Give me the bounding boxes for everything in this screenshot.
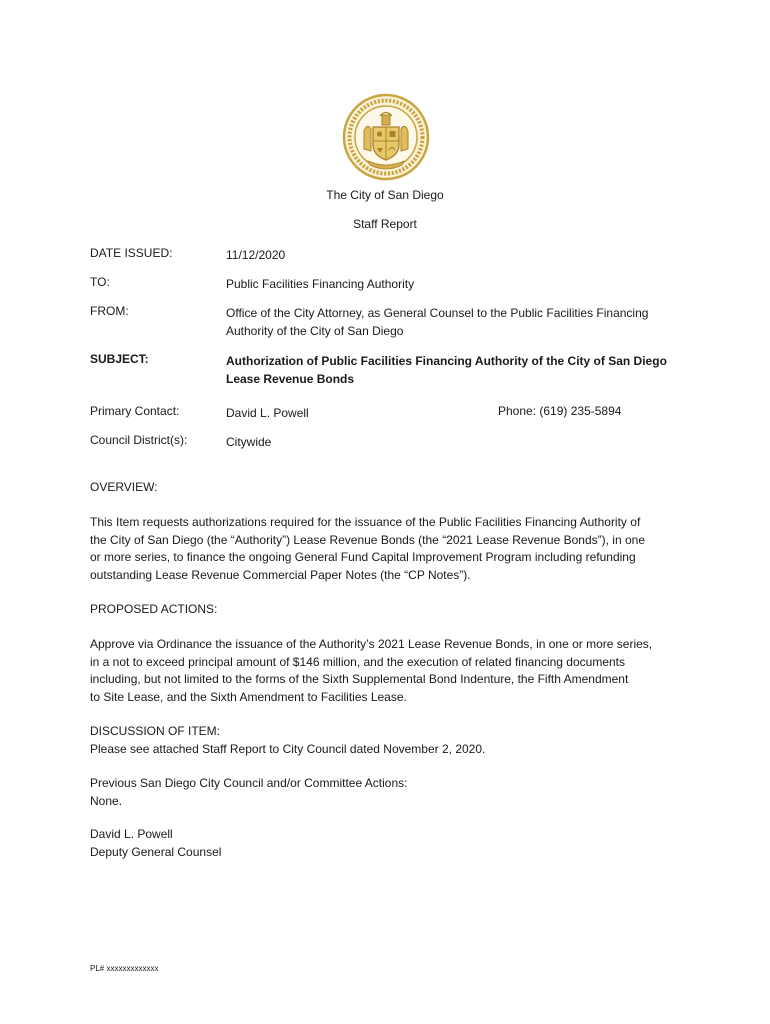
proposed-actions-heading: PROPOSED ACTIONS:	[90, 602, 218, 616]
subject-value	[226, 352, 696, 388]
signatory-name: David L. Powell	[90, 827, 173, 841]
previous-actions-heading: Previous San Diego City Council and/or Committee Actions:	[90, 776, 408, 790]
subject-line: Authorization of Public Facilities Financing Authority of the City of San Diego	[226, 354, 667, 368]
to-value: Public Facilities Financing Authority	[226, 277, 415, 291]
previous-actions-text: None.	[90, 793, 123, 808]
primary-contact-label: Primary Contact:	[90, 404, 180, 418]
overview-line: outstanding Lease Revenue Commercial Paper Notes (the “CP Notes”).	[90, 567, 471, 582]
council-district-value: Citywide	[226, 435, 272, 449]
from-line: Office of the City Attorney, as General Counsel to the Public Facilities Financing	[226, 306, 649, 320]
signature-block	[90, 826, 690, 861]
from-line: Authority of the City of San Diego	[226, 324, 404, 338]
primary-contact-value: David L. Powell	[226, 406, 309, 420]
document-type: Staff Report	[353, 217, 417, 231]
from-label: FROM:	[90, 304, 129, 318]
proposed-line: to Site Lease, and the Sixth Amendment to Facilities Lease.	[90, 689, 407, 704]
to-label: TO:	[90, 275, 110, 289]
discussion-text: Please see attached Staff Report to City Council dated November 2, 2020.	[90, 741, 486, 756]
phone-number: Phone: (619) 235-5894	[498, 404, 622, 418]
overview-body	[90, 514, 690, 584]
signatory-title: Deputy General Counsel	[90, 844, 222, 859]
proposed-line: including, but not limited to the forms of the Sixth Supplemental Bond Indenture, the Fifth Amendment	[90, 672, 629, 686]
subject-line: Lease Revenue Bonds	[226, 372, 355, 386]
footer-reference: PL# xxxxxxxxxxxxx	[90, 964, 159, 973]
date-issued-label: DATE ISSUED:	[90, 246, 173, 260]
overview-line: the City of San Diego (the “Authority”) Lease Revenue Bonds (the “2021 Lease Revenue Bonds”), in one	[90, 532, 645, 547]
proposed-line: in a not to exceed principal amount of $146 million, and the execution of related financing documents	[90, 654, 626, 669]
proposed-line: Approve via Ordinance the issuance of the Authority’s 2021 Lease Revenue Bonds, in one or more series,	[90, 637, 653, 651]
previous-actions-section	[90, 775, 690, 810]
overview-line: This Item requests authorizations required for the issuance of the Public Facilities Financing Authority of	[90, 515, 641, 529]
city-name: The City of San Diego	[326, 188, 444, 202]
proposed-actions-body	[90, 636, 690, 706]
subject-label: SUBJECT:	[90, 352, 149, 366]
overview-heading: OVERVIEW:	[90, 480, 158, 494]
discussion-heading: DISCUSSION OF ITEM:	[90, 724, 221, 738]
overview-line: or more series, to finance the ongoing General Fund Capital Improvement Program including refunding	[90, 550, 636, 564]
from-value	[226, 304, 696, 340]
discussion-section	[90, 723, 690, 758]
council-district-label: Council District(s):	[90, 433, 188, 447]
san-diego-city-seal-icon	[342, 93, 430, 181]
date-issued-value: 11/12/2020	[226, 248, 286, 262]
